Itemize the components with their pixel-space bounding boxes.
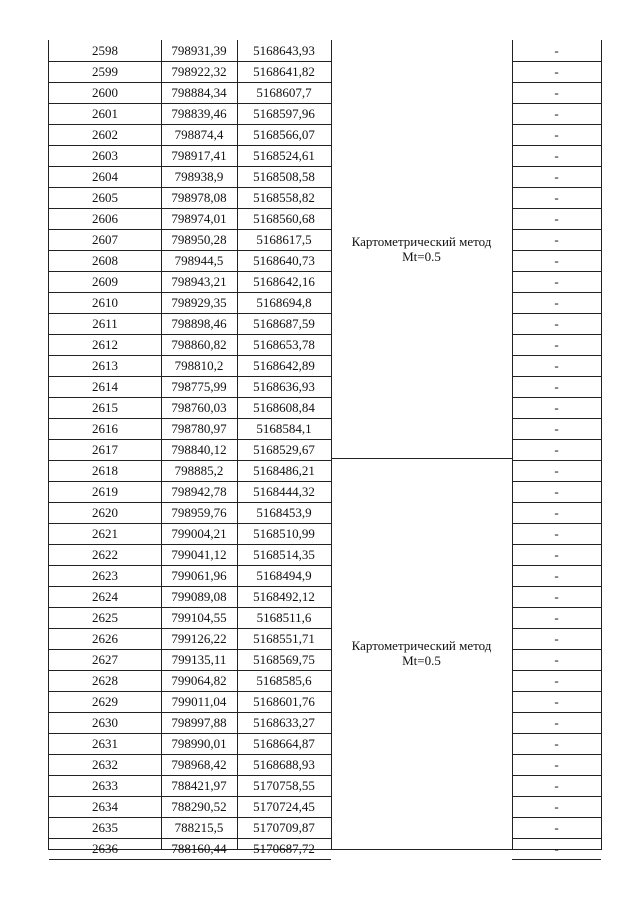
- mark-cell: [512, 775, 601, 797]
- x-coordinate-cell: 799061,96: [171, 568, 227, 583]
- x-coordinate-cell: 798974,01: [171, 211, 227, 226]
- y-coordinate-cell: 5168492,12: [253, 589, 315, 604]
- y-coordinate-cell: 5168524,61: [253, 148, 315, 163]
- x-coordinate-cell: 799004,21: [171, 526, 227, 541]
- point-number-cell: 2630: [92, 715, 118, 730]
- dash-mark: -: [554, 589, 559, 604]
- mark-cell: [512, 250, 601, 272]
- table-row: [49, 376, 331, 398]
- table-row: [49, 124, 331, 146]
- point-number-cell: 2612: [92, 337, 118, 352]
- y-coordinate-cell: 5168694,8: [256, 295, 312, 310]
- dash-mark: -: [554, 526, 559, 541]
- y-coordinate-cell: 5168643,93: [253, 43, 315, 58]
- mark-cell: [512, 607, 601, 629]
- table-row: [49, 628, 331, 650]
- table-row: [49, 250, 331, 272]
- point-number-cell: 2598: [92, 43, 118, 58]
- point-number-cell: 2634: [92, 799, 118, 814]
- y-coordinate-cell: 5168529,67: [253, 442, 315, 457]
- point-number-cell: 2633: [92, 778, 118, 793]
- y-coordinate-cell: 5168511,6: [256, 610, 312, 625]
- y-coordinate-cell: 5168558,82: [253, 190, 315, 205]
- point-number-cell: 2609: [92, 274, 118, 289]
- dash-mark: -: [554, 232, 559, 247]
- table-row: [49, 208, 331, 230]
- x-coordinate-cell: 798942,78: [171, 484, 227, 499]
- dash-mark: -: [554, 148, 559, 163]
- y-coordinate-cell: 5168688,93: [253, 757, 315, 772]
- table-row: [49, 397, 331, 419]
- y-coordinate-cell: 5168641,82: [253, 64, 315, 79]
- y-coordinate-cell: 5168664,87: [253, 736, 315, 751]
- point-number-cell: 2621: [92, 526, 118, 541]
- mark-cell: [512, 61, 601, 83]
- point-number-cell: 2599: [92, 64, 118, 79]
- dash-mark: -: [554, 421, 559, 436]
- dash-mark: -: [554, 736, 559, 751]
- mark-cell: [512, 187, 601, 209]
- y-coordinate-cell: 5168608,84: [253, 400, 315, 415]
- table-row: [49, 82, 331, 104]
- y-coordinate-cell: 5170758,55: [253, 778, 315, 793]
- x-coordinate-cell: 798884,34: [171, 85, 227, 100]
- mark-cell: [512, 649, 601, 671]
- table-row: [49, 334, 331, 356]
- y-coordinate-cell: 5168642,16: [253, 274, 315, 289]
- x-coordinate-cell: 798810,2: [174, 358, 224, 373]
- table-row: [49, 754, 331, 776]
- table-row: [49, 271, 331, 293]
- table-row: [49, 145, 331, 167]
- y-coordinate-cell: 5168444,32: [253, 484, 315, 499]
- y-coordinate-cell: 5168551,71: [253, 631, 315, 646]
- point-number-cell: 2600: [92, 85, 118, 100]
- table-row: [49, 187, 331, 209]
- y-coordinate-cell: 5168560,68: [253, 211, 315, 226]
- mark-cell: [512, 124, 601, 146]
- table-row: [49, 502, 331, 524]
- table-row: [49, 103, 331, 125]
- dash-mark: -: [554, 631, 559, 646]
- dash-mark: -: [554, 652, 559, 667]
- mark-cell: [512, 628, 601, 650]
- table-row: [49, 418, 331, 440]
- x-coordinate-cell: 798968,42: [171, 757, 227, 772]
- table-row: [49, 544, 331, 566]
- mark-cell: [512, 292, 601, 314]
- y-coordinate-cell: 5168601,76: [253, 694, 315, 709]
- mark-cell: [512, 754, 601, 776]
- table-row: [49, 565, 331, 587]
- point-number-cell: 2605: [92, 190, 118, 205]
- mark-cell: [512, 355, 601, 377]
- x-coordinate-cell: 798917,41: [171, 148, 227, 163]
- point-number-cell: 2628: [92, 673, 118, 688]
- dash-mark: -: [554, 757, 559, 772]
- dash-mark: -: [554, 43, 559, 58]
- y-coordinate-cell: 5168597,96: [253, 106, 315, 121]
- point-number-cell: 2626: [92, 631, 118, 646]
- dash-mark: -: [554, 253, 559, 268]
- dash-mark: -: [554, 211, 559, 226]
- dash-mark: -: [554, 442, 559, 457]
- mark-cell: [512, 691, 601, 713]
- dash-mark: -: [554, 673, 559, 688]
- table-row: [49, 292, 331, 314]
- accuracy-label: Mt=0.5: [402, 653, 441, 668]
- y-coordinate-cell: 5168510,99: [253, 526, 315, 541]
- dash-mark: -: [554, 694, 559, 709]
- point-number-cell: 2606: [92, 211, 118, 226]
- dash-mark: -: [554, 190, 559, 205]
- table-row: [49, 166, 331, 188]
- y-coordinate-cell: 5168494,9: [256, 568, 312, 583]
- mark-cell: [512, 82, 601, 104]
- x-coordinate-cell: 798931,39: [171, 43, 227, 58]
- y-coordinate-cell: 5168514,35: [253, 547, 315, 562]
- point-number-cell: 2604: [92, 169, 118, 184]
- mark-cell: [512, 439, 601, 461]
- x-coordinate-cell: 798978,08: [171, 190, 227, 205]
- point-number-cell: 2624: [92, 589, 118, 604]
- x-coordinate-cell: 788215,5: [174, 820, 224, 835]
- table-row: [49, 523, 331, 545]
- dash-mark: -: [554, 358, 559, 373]
- mark-cell: [512, 229, 601, 251]
- dash-mark: -: [554, 610, 559, 625]
- mark-cell: [512, 544, 601, 566]
- point-number-cell: 2620: [92, 505, 118, 520]
- point-number-cell: 2614: [92, 379, 118, 394]
- mark-cell: [512, 40, 601, 62]
- point-number-cell: 2613: [92, 358, 118, 373]
- x-coordinate-cell: 799135,11: [171, 652, 227, 667]
- mark-cell: [512, 271, 601, 293]
- table-row: [49, 355, 331, 377]
- x-coordinate-cell: 798922,32: [171, 64, 227, 79]
- mark-cell: [512, 313, 601, 335]
- dash-mark: -: [554, 169, 559, 184]
- table-row: [49, 838, 331, 860]
- point-number-cell: 2616: [92, 421, 118, 436]
- x-coordinate-cell: 798780,97: [171, 421, 227, 436]
- y-coordinate-cell: 5168486,21: [253, 463, 315, 478]
- x-coordinate-cell: 799041,12: [171, 547, 227, 562]
- table-row: [49, 586, 331, 608]
- table-row: [49, 460, 331, 482]
- table-row: [49, 439, 331, 461]
- dash-mark: -: [554, 400, 559, 415]
- point-number-cell: 2635: [92, 820, 118, 835]
- x-coordinate-cell: 798840,12: [171, 442, 227, 457]
- point-number-cell: 2622: [92, 547, 118, 562]
- y-coordinate-cell: 5168453,9: [256, 505, 312, 520]
- point-number-cell: 2610: [92, 295, 118, 310]
- mark-cell: [512, 796, 601, 818]
- y-coordinate-cell: 5168640,73: [253, 253, 315, 268]
- x-coordinate-cell: 798997,88: [171, 715, 227, 730]
- x-coordinate-cell: 798950,28: [171, 232, 227, 247]
- dash-mark: -: [554, 715, 559, 730]
- point-number-cell: 2636: [92, 841, 118, 856]
- mark-cell: [512, 733, 601, 755]
- x-coordinate-cell: 799126,22: [171, 631, 227, 646]
- x-coordinate-cell: 798943,21: [171, 274, 227, 289]
- y-coordinate-cell: 5168508,58: [253, 169, 315, 184]
- mark-cell: [512, 670, 601, 692]
- mark-cell: [512, 523, 601, 545]
- point-number-cell: 2602: [92, 127, 118, 142]
- x-coordinate-cell: 798839,46: [171, 106, 227, 121]
- x-coordinate-cell: 799089,08: [171, 589, 227, 604]
- y-coordinate-cell: 5170709,87: [253, 820, 315, 835]
- y-coordinate-cell: 5168642,89: [253, 358, 315, 373]
- y-coordinate-cell: 5168633,27: [253, 715, 315, 730]
- dash-mark: -: [554, 106, 559, 121]
- x-coordinate-cell: 798874,4: [174, 127, 224, 142]
- dash-mark: -: [554, 484, 559, 499]
- x-coordinate-cell: 798860,82: [171, 337, 227, 352]
- table-row: [49, 733, 331, 755]
- mark-cell: [512, 838, 601, 860]
- mark-cell: [512, 166, 601, 188]
- table-row: [49, 649, 331, 671]
- x-coordinate-cell: 798898,46: [171, 316, 227, 331]
- column-divider: [331, 40, 332, 849]
- mark-cell: [512, 334, 601, 356]
- x-coordinate-cell: 798760,03: [171, 400, 227, 415]
- dash-mark: -: [554, 568, 559, 583]
- x-coordinate-cell: 788290,52: [171, 799, 227, 814]
- table-row: [49, 796, 331, 818]
- x-coordinate-cell: 799104,55: [171, 610, 227, 625]
- dash-mark: -: [554, 337, 559, 352]
- table-row: [49, 775, 331, 797]
- dash-mark: -: [554, 820, 559, 835]
- x-coordinate-cell: 799064,82: [171, 673, 227, 688]
- table-row: [49, 313, 331, 335]
- coordinates-table: [48, 40, 602, 856]
- x-coordinate-cell: 788421,97: [171, 778, 227, 793]
- point-number-cell: 2611: [92, 316, 118, 331]
- y-coordinate-cell: 5168636,93: [253, 379, 315, 394]
- x-coordinate-cell: 798990,01: [171, 736, 227, 751]
- mark-cell: [512, 481, 601, 503]
- dash-mark: -: [554, 85, 559, 100]
- dash-mark: -: [554, 841, 559, 856]
- x-coordinate-cell: 798944,5: [174, 253, 224, 268]
- y-coordinate-cell: 5168584,1: [256, 421, 312, 436]
- table-row: [49, 691, 331, 713]
- y-coordinate-cell: 5168607,7: [256, 85, 312, 100]
- dash-mark: -: [554, 505, 559, 520]
- dash-mark: -: [554, 778, 559, 793]
- point-number-cell: 2623: [92, 568, 118, 583]
- table-row: [49, 817, 331, 839]
- point-number-cell: 2603: [92, 148, 118, 163]
- method-label: Картометрический метод: [351, 638, 492, 653]
- table-row: [49, 229, 331, 251]
- y-coordinate-cell: 5168569,75: [253, 652, 315, 667]
- y-coordinate-cell: 5170724,45: [253, 799, 315, 814]
- x-coordinate-cell: 798959,76: [171, 505, 227, 520]
- y-coordinate-cell: 5168566,07: [253, 127, 315, 142]
- dash-mark: -: [554, 547, 559, 562]
- dash-mark: -: [554, 463, 559, 478]
- dash-mark: -: [554, 295, 559, 310]
- x-coordinate-cell: 798938,9: [174, 169, 224, 184]
- point-number-cell: 2619: [92, 484, 118, 499]
- mark-cell: [512, 103, 601, 125]
- table-row: [49, 712, 331, 734]
- point-number-cell: 2607: [92, 232, 118, 247]
- y-coordinate-cell: 5168585,6: [256, 673, 312, 688]
- method-cell-2: [331, 638, 512, 668]
- point-number-cell: 2625: [92, 610, 118, 625]
- x-coordinate-cell: 798775,99: [171, 379, 227, 394]
- point-number-cell: 2627: [92, 652, 118, 667]
- point-number-cell: 2632: [92, 757, 118, 772]
- dash-mark: -: [554, 274, 559, 289]
- point-number-cell: 2631: [92, 736, 118, 751]
- accuracy-label: Mt=0.5: [402, 249, 441, 264]
- mark-cell: [512, 817, 601, 839]
- mark-cell: [512, 208, 601, 230]
- method-cell-1: [331, 234, 512, 264]
- y-coordinate-cell: 5170687,72: [253, 841, 315, 856]
- group-separator: [331, 458, 512, 459]
- mark-cell: [512, 397, 601, 419]
- mark-cell: [512, 502, 601, 524]
- dash-mark: -: [554, 379, 559, 394]
- mark-cell: [512, 712, 601, 734]
- x-coordinate-cell: 799011,04: [171, 694, 227, 709]
- mark-cell: [512, 460, 601, 482]
- y-coordinate-cell: 5168687,59: [253, 316, 315, 331]
- y-coordinate-cell: 5168617,5: [256, 232, 312, 247]
- table-row: [49, 61, 331, 83]
- y-coordinate-cell: 5168653,78: [253, 337, 315, 352]
- dash-mark: -: [554, 799, 559, 814]
- mark-cell: [512, 565, 601, 587]
- point-number-cell: 2615: [92, 400, 118, 415]
- point-number-cell: 2618: [92, 463, 118, 478]
- point-number-cell: 2608: [92, 253, 118, 268]
- mark-cell: [512, 145, 601, 167]
- dash-mark: -: [554, 316, 559, 331]
- mark-cell: [512, 376, 601, 398]
- table-row: [49, 40, 331, 62]
- point-number-cell: 2629: [92, 694, 118, 709]
- mark-cell: [512, 418, 601, 440]
- dash-mark: -: [554, 127, 559, 142]
- x-coordinate-cell: 788160,44: [171, 841, 227, 856]
- mark-cell: [512, 586, 601, 608]
- x-coordinate-cell: 798929,35: [171, 295, 227, 310]
- x-coordinate-cell: 798885,2: [174, 463, 224, 478]
- dash-mark: -: [554, 64, 559, 79]
- point-number-cell: 2617: [92, 442, 118, 457]
- table-row: [49, 481, 331, 503]
- table-row: [49, 670, 331, 692]
- table-row: [49, 607, 331, 629]
- point-number-cell: 2601: [92, 106, 118, 121]
- method-label: Картометрический метод: [351, 234, 492, 249]
